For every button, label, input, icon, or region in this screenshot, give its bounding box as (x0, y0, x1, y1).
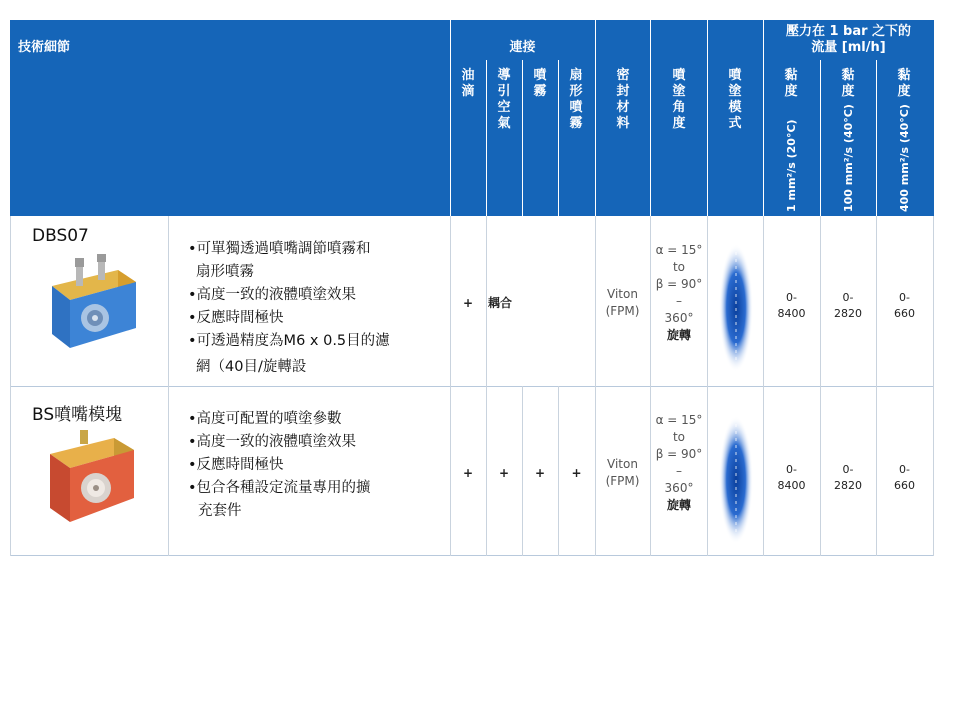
flow-value-3: 0- 660 (894, 291, 915, 320)
product-name: DBS07 (32, 226, 89, 246)
spray-pattern-icon (718, 242, 754, 374)
spray-angle-value: α = 15° to β = 90° – 360° 旋轉 (655, 413, 703, 512)
flow-value-2: 0- 2820 (834, 463, 862, 492)
header-connection: 連接 (509, 40, 536, 55)
feature-item: 網（40目/旋轉設 (196, 359, 307, 375)
flow-value-1: 0- 8400 (777, 291, 806, 320)
feature-list (188, 238, 390, 379)
spray-pattern-icon (718, 414, 754, 546)
spec-table: 技術細節 連接 油 滴 導 引 空 氣 噴 霧 扇 形 噴 霧 密 封 材 料 噴 塗 角 度 噴 塗 模 式 壓力在 1 bar 之下的 流量 [ml/h] 黏 度 1 mm²/s (20°C) 黏 度 100 mm²/s (40°C) 黏 度 400 mm²/s (40°C) DBS07 •可單獨透過噴嘴調節噴霧和 扇形噴霧 •高度一致的液體噴塗效果 •反應時間極快 •可透過精度為M6 x 0.5目的濾 網（40目/旋轉設 + 耦合 Viton (FPM) α = 15° to β = 90° – 360° 旋轉 0- 8400 0- 2820 0- 660 BS噴嘴模塊 •高度可配置的噴塗參數 •高度一致的液體噴塗效果 •反應時間極快 •包合各種設定流量專用的擴 充套件 + + + + Viton (FPM) α = 15° to β = 90° – 360° 旋轉 0- 8400 0- 2820 0- 660 (10, 20, 934, 556)
oil-drop-value: + (462, 466, 474, 480)
product-name: BS噴嘴模塊 (32, 405, 123, 425)
feature-item: •高度一致的液體噴塗效果 (188, 434, 357, 450)
feature-list (188, 408, 371, 523)
seal-material-value: Viton (FPM) (605, 457, 640, 488)
flow-value-3: 0- 660 (894, 463, 915, 492)
feature-item: •反應時間極快 (188, 310, 284, 326)
feature-item: •反應時間極快 (188, 457, 284, 473)
header-flow-title (763, 24, 934, 56)
bs-product-image (40, 424, 140, 534)
visc-unit-1: 1 mm²/s (20°C) (785, 119, 798, 212)
guide-air-value: + (498, 466, 510, 480)
visc-unit-3: 400 mm²/s (40°C) (898, 104, 911, 212)
fan-spray-value: + (571, 466, 582, 480)
feature-item: •包合各種設定流量專用的擴 (188, 480, 371, 496)
visc-unit-2: 100 mm²/s (40°C) (842, 104, 855, 212)
header-tech-details: 技術細節 (18, 40, 71, 55)
flow-title-line2: 流量 [ml/h] (811, 40, 886, 55)
feature-item: •可透過精度為M6 x 0.5目的濾 (188, 333, 390, 349)
feature-item: 扇形噴霧 (196, 264, 254, 280)
flow-value-2: 0- 2820 (834, 291, 862, 320)
feature-item: •高度一致的液體噴塗效果 (188, 287, 357, 303)
flow-title-line1: 壓力在 1 bar 之下的 (785, 24, 912, 39)
flow-value-1: 0- 8400 (777, 463, 806, 492)
seal-material-value: Viton (FPM) (605, 287, 640, 318)
feature-item: •高度可配置的噴塗參數 (188, 411, 342, 427)
feature-item: 充套件 (198, 503, 242, 519)
spray-angle-value: α = 15° to β = 90° – 360° 旋轉 (655, 243, 703, 342)
coupled-value: 耦合 (488, 296, 513, 310)
feature-item: •可單獨透過噴嘴調節噴霧和 (188, 241, 371, 257)
oil-drop-value: + (462, 296, 474, 310)
dbs07-product-image (40, 252, 140, 362)
spray-value: + (534, 466, 546, 480)
